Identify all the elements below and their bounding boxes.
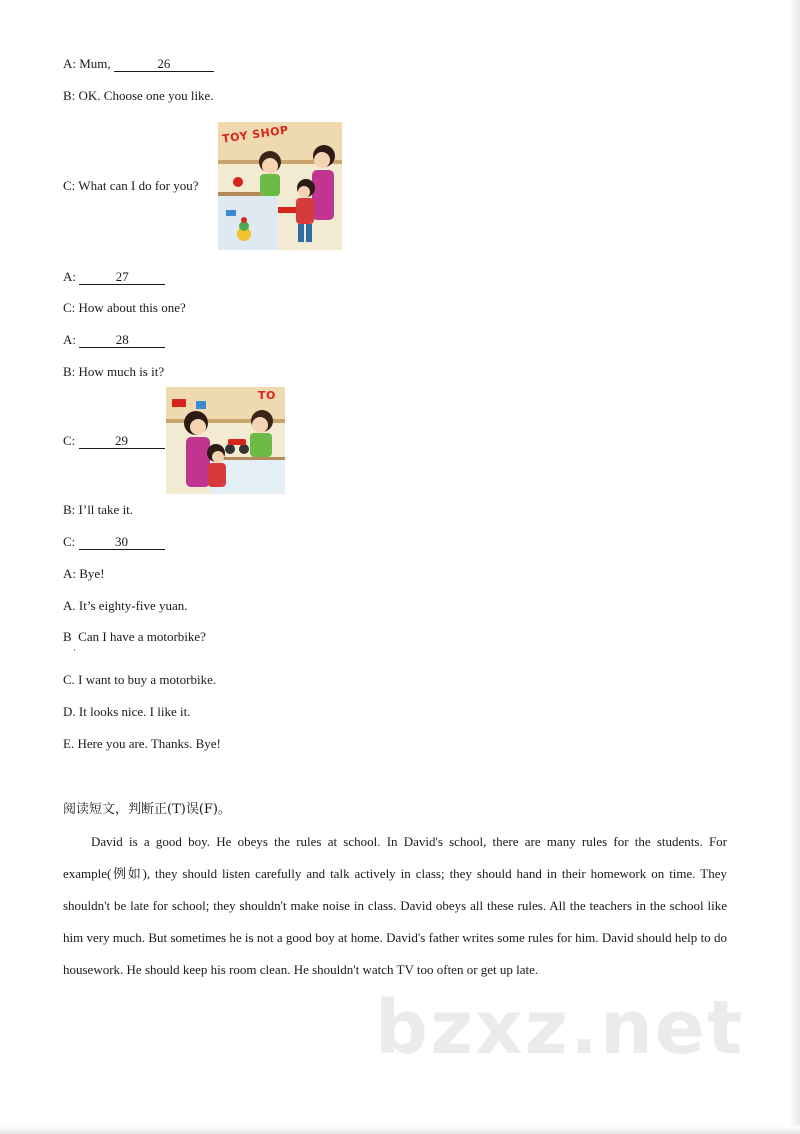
option-e: E. Here you are. Thanks. Bye! [63, 736, 221, 751]
page-edge [0, 1126, 800, 1134]
dialogue-line-30: C: 30 [63, 533, 165, 551]
section-title: 阅读短文，判断正(T)误(F)。 [63, 802, 231, 817]
option-a: A. It’s eighty-five yuan. [63, 598, 188, 613]
stray-dot: · [73, 645, 76, 655]
reading-passage: David is a good boy. He obeys the rules at school. In David's school, there are many rules for the students. For example(例如), they should listen carefully and talk actively in class; they should hand in their homework on time. They shouldn't be late for school; they shouldn't make noise in class. David obeys all these rules. All the teachers in the school like him very much. But sometimes he is not a good boy at home. David's father writes some rules for him. David should help to do housework. He should keep his room clean. He shouldn't watch TV too often or get up late. [63, 834, 727, 977]
toy-shop-illustration [218, 122, 342, 250]
answer-blank-30[interactable]: 30 [79, 534, 165, 550]
answer-blank-28[interactable]: 28 [79, 332, 165, 348]
answer-blank-29[interactable]: 29 [79, 433, 165, 449]
option-d: D. It looks nice. I like it. [63, 704, 191, 719]
dialogue-line-29: C: 29 [63, 432, 165, 450]
page-edge [788, 0, 800, 1134]
dialogue-line: A: Bye! [63, 566, 105, 581]
dialogue-line: B: OK. Choose one you like. [63, 88, 214, 103]
dialogue-line: C: What can I do for you? [63, 178, 199, 193]
dialogue-line: C: How about this one? [63, 300, 186, 315]
dialogue-line-26: A: Mum, 26 [63, 55, 214, 73]
answer-blank-26[interactable]: 26 [114, 56, 214, 72]
toy-shop-sign: TOY SHOP [221, 123, 290, 146]
answer-blank-27[interactable]: 27 [79, 269, 165, 285]
toy-shop-sign: TO [258, 389, 276, 402]
dialogue-line-27: A: 27 [63, 268, 165, 286]
dialogue-line-28: A: 28 [63, 331, 165, 349]
option-c: C. I want to buy a motorbike. [63, 672, 217, 687]
dialogue-line: B: How much is it? [63, 364, 165, 379]
dialogue-line: B: I’ll take it. [63, 502, 134, 517]
buying-toy-illustration [166, 387, 285, 494]
watermark: bzxz.net [375, 985, 745, 1071]
option-b: B Can I have a motorbike? [63, 629, 206, 644]
